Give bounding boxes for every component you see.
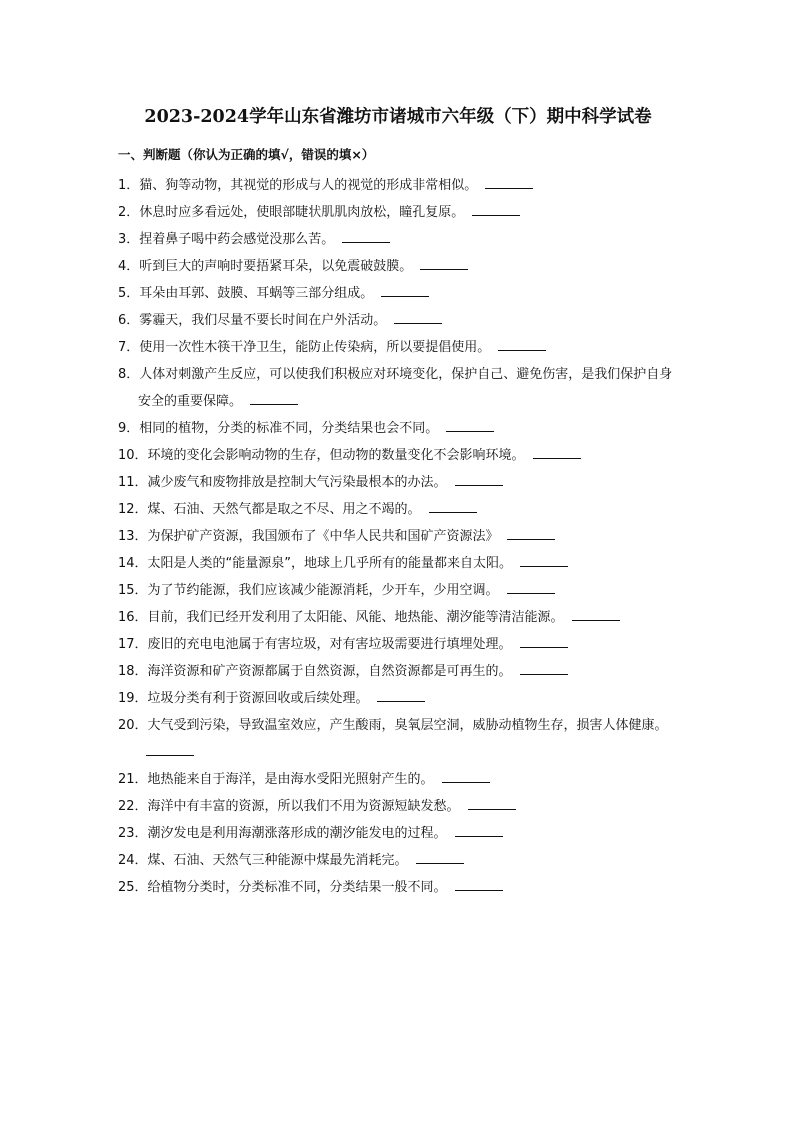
question-number: 12． bbox=[118, 502, 148, 517]
answer-blank[interactable] bbox=[533, 443, 581, 459]
answer-blank[interactable] bbox=[455, 821, 503, 837]
answer-blank[interactable] bbox=[416, 848, 464, 864]
question-text: 雾霾天，我们尽量不要长时间在户外活动。 bbox=[139, 313, 387, 328]
question-text: 环境的变化会影响动物的生存，但动物的数量变化不会影响环境。 bbox=[147, 448, 525, 463]
question-item bbox=[118, 793, 684, 820]
answer-blank[interactable] bbox=[520, 632, 568, 648]
question-text: 海洋资源和矿产资源都属于自然资源，自然资源都是可再生的。 bbox=[147, 664, 512, 679]
question-number: 25． bbox=[118, 880, 148, 895]
answer-blank[interactable] bbox=[520, 551, 568, 567]
question-number: 4． bbox=[118, 259, 140, 274]
question-text: 捏着鼻子喝中药会感觉没那么苦。 bbox=[139, 232, 335, 247]
answer-blank[interactable] bbox=[507, 524, 555, 540]
question-number: 20． bbox=[118, 718, 148, 733]
question-number: 13． bbox=[118, 529, 148, 544]
exam-title: 2023-2024学年山东省潍坊市诸城市六年级（下）期中科学试卷 bbox=[144, 107, 652, 127]
question-item bbox=[118, 712, 684, 766]
question-list bbox=[118, 172, 684, 901]
question-text: 大气受到污染，导致温室效应，产生酸雨，臭氧层空洞，威胁动植物生存，损害人体健康。 bbox=[147, 718, 668, 733]
question-item bbox=[118, 496, 684, 523]
question-number: 7． bbox=[118, 340, 140, 355]
question-number: 17． bbox=[118, 637, 148, 652]
question-text: 垃圾分类有利于资源回收或后续处理。 bbox=[147, 691, 369, 706]
question-number: 15． bbox=[118, 583, 148, 598]
answer-blank[interactable] bbox=[420, 254, 468, 270]
question-number: 1． bbox=[118, 178, 140, 193]
answer-blank[interactable] bbox=[442, 767, 490, 783]
question-item bbox=[118, 469, 684, 496]
question-text: 为了节约能源，我们应该减少能源消耗，少开车，少用空调。 bbox=[147, 583, 499, 598]
question-item bbox=[118, 307, 684, 334]
question-text: 煤、石油、天然气都是取之不尽、用之不竭的。 bbox=[147, 502, 421, 517]
answer-blank[interactable] bbox=[342, 227, 390, 243]
question-item bbox=[118, 604, 684, 631]
question-item bbox=[118, 172, 684, 199]
answer-blank[interactable] bbox=[250, 389, 298, 405]
question-number: 10． bbox=[118, 448, 148, 463]
answer-blank[interactable] bbox=[485, 173, 533, 189]
question-item bbox=[118, 820, 684, 847]
question-item bbox=[118, 226, 684, 253]
question-text: 给植物分类时，分类标准不同，分类结果一般不同。 bbox=[147, 880, 447, 895]
answer-blank[interactable] bbox=[507, 578, 555, 594]
question-item bbox=[118, 631, 684, 658]
question-text: 减少废气和废物排放是控制大气污染最根本的办法。 bbox=[147, 475, 447, 490]
question-text: 使用一次性木筷干净卫生，能防止传染病，所以要提倡使用。 bbox=[139, 340, 491, 355]
question-item bbox=[118, 550, 684, 577]
question-item bbox=[118, 442, 684, 469]
question-number: 3． bbox=[118, 232, 140, 247]
answer-blank[interactable] bbox=[455, 470, 503, 486]
question-item bbox=[118, 361, 684, 415]
question-number: 11． bbox=[118, 475, 148, 490]
question-item bbox=[118, 334, 684, 361]
question-number: 6． bbox=[118, 313, 140, 328]
question-text: 潮汐发电是利用海潮涨落形成的潮汐能发电的过程。 bbox=[147, 826, 447, 841]
question-item bbox=[118, 280, 684, 307]
question-number: 8． bbox=[118, 367, 140, 382]
question-text: 太阳是人类的“能量源泉”，地球上几乎所有的能量都来自太阳。 bbox=[147, 556, 513, 571]
question-text: 废旧的充电电池属于有害垃圾，对有害垃圾需要进行填埋处理。 bbox=[147, 637, 512, 652]
answer-blank[interactable] bbox=[394, 308, 442, 324]
answer-blank[interactable] bbox=[446, 416, 494, 432]
question-text: 猫、狗等动物，其视觉的形成与人的视觉的形成非常相似。 bbox=[139, 178, 478, 193]
question-item bbox=[118, 253, 684, 280]
question-text: 为保护矿产资源，我国颁布了《中华人民共和国矿产资源法》 bbox=[147, 529, 499, 544]
answer-blank[interactable] bbox=[455, 875, 503, 891]
question-item bbox=[118, 685, 684, 712]
question-item bbox=[118, 577, 684, 604]
question-text: 人体对刺激产生反应，可以使我们积极应对环境变化，保护自己、避免伤害，是我们保护自身安全的重要保障。 bbox=[138, 367, 673, 409]
question-text: 听到巨大的声响时要捂紧耳朵，以免震破鼓膜。 bbox=[139, 259, 413, 274]
question-number: 24． bbox=[118, 853, 148, 868]
answer-blank[interactable] bbox=[429, 497, 477, 513]
question-number: 5． bbox=[118, 286, 140, 301]
question-item bbox=[118, 847, 684, 874]
question-number: 18． bbox=[118, 664, 148, 679]
question-item bbox=[118, 658, 684, 685]
answer-blank[interactable] bbox=[498, 335, 546, 351]
question-item bbox=[118, 523, 684, 550]
answer-blank[interactable] bbox=[520, 659, 568, 675]
question-text: 地热能来自于海洋，是由海水受阳光照射产生的。 bbox=[147, 772, 434, 787]
section-heading: 一、判断题（你认为正确的填√，错误的填×） bbox=[118, 147, 375, 162]
question-text: 目前，我们已经开发利用了太阳能、风能、地热能、潮汐能等清洁能源。 bbox=[147, 610, 564, 625]
question-item bbox=[118, 415, 684, 442]
answer-blank[interactable] bbox=[468, 794, 516, 810]
question-text: 煤、石油、天然气三种能源中煤最先消耗完。 bbox=[147, 853, 408, 868]
question-number: 9． bbox=[118, 421, 140, 436]
question-number: 19． bbox=[118, 691, 148, 706]
question-text: 相同的植物，分类的标准不同，分类结果也会不同。 bbox=[139, 421, 439, 436]
question-number: 21． bbox=[118, 772, 148, 787]
answer-blank[interactable] bbox=[381, 281, 429, 297]
question-item bbox=[118, 874, 684, 901]
answer-blank[interactable] bbox=[572, 605, 620, 621]
question-number: 16． bbox=[118, 610, 148, 625]
question-item bbox=[118, 199, 684, 226]
question-text: 耳朵由耳郭、鼓膜、耳蜗等三部分组成。 bbox=[139, 286, 374, 301]
question-number: 14． bbox=[118, 556, 148, 571]
answer-blank[interactable] bbox=[472, 200, 520, 216]
question-number: 22． bbox=[118, 799, 148, 814]
question-item bbox=[118, 766, 684, 793]
question-text: 休息时应多看远处，使眼部睫状肌肌肉放松，瞳孔复原。 bbox=[139, 205, 465, 220]
question-number: 23． bbox=[118, 826, 148, 841]
answer-blank[interactable] bbox=[146, 740, 194, 756]
answer-blank[interactable] bbox=[377, 686, 425, 702]
question-text: 海洋中有丰富的资源，所以我们不用为资源短缺发愁。 bbox=[147, 799, 460, 814]
question-number: 2． bbox=[118, 205, 140, 220]
